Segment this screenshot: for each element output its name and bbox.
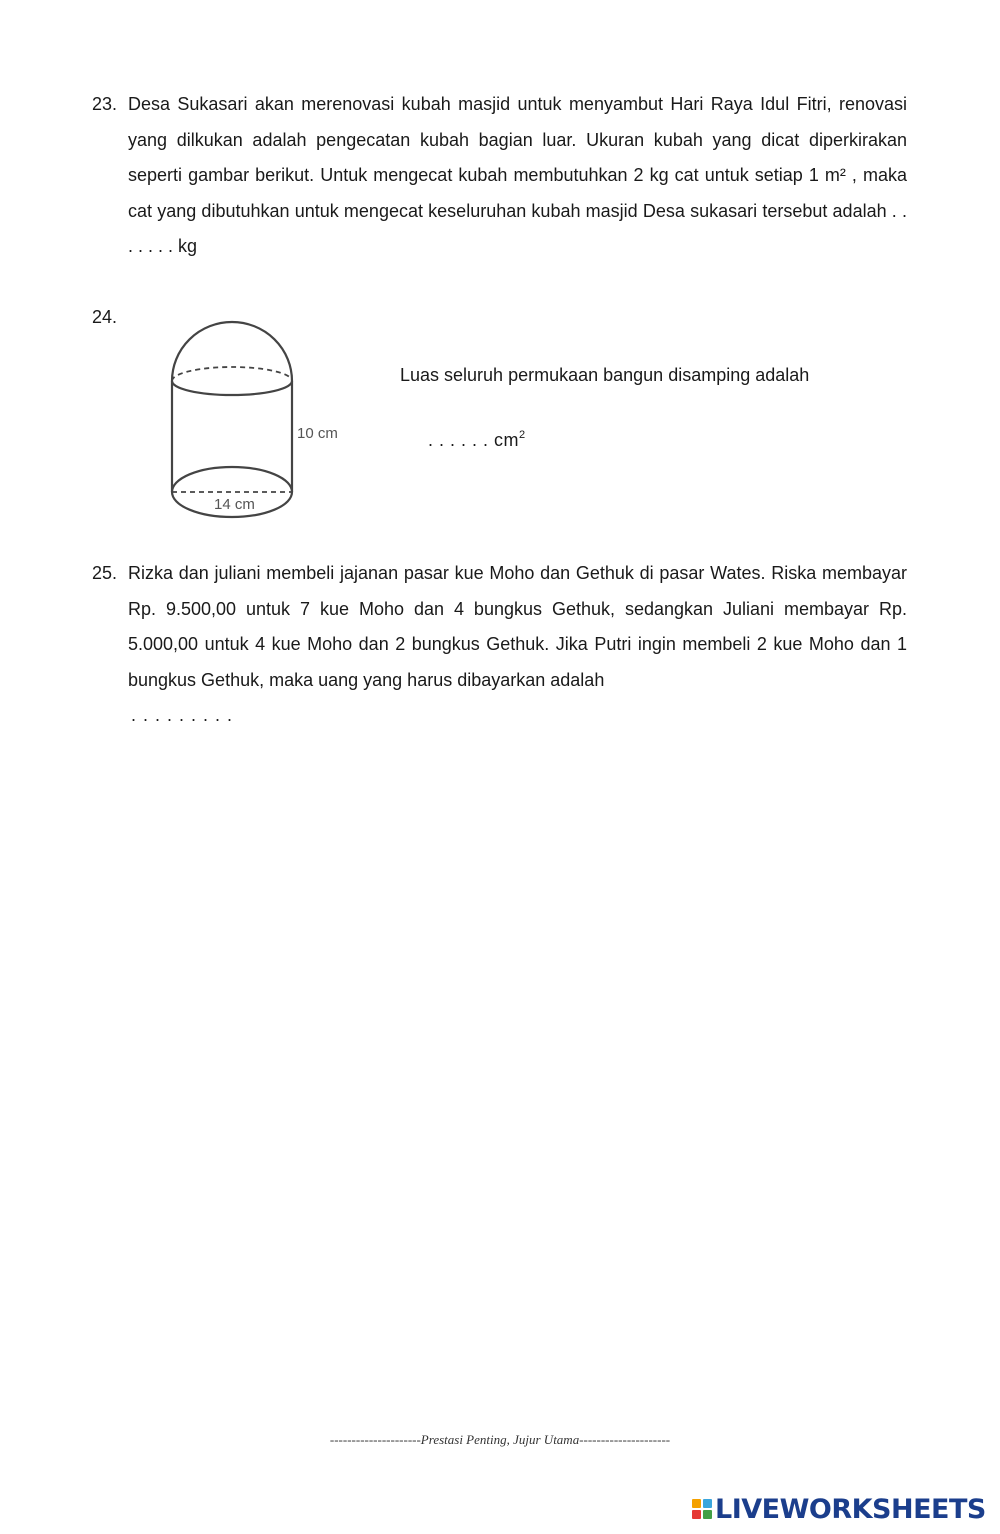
question-24-text: Luas seluruh permukaan bangun disamping adalah bbox=[400, 365, 810, 385]
liveworksheets-logo bbox=[692, 1494, 986, 1524]
logo-text: LIVEWORKSHEETS bbox=[715, 1493, 986, 1525]
answer-exponent: 2 bbox=[519, 429, 526, 441]
question-number: 23. bbox=[92, 94, 118, 114]
question-body: Rizka dan juliani membeli jajanan pasar kue Moho dan Gethuk di pasar Wates. Riska membayar Rp. 9.500,00 untuk 7 kue Moho dan 4 bungkus Gethuk, sedangkan Juliani membayar Rp. 5.000,00 untuk 4 kue Moho dan 2 bungkus Gethuk. Jika Putri ingin membeli 2 kue Moho dan 1 bungkus Gethuk, maka uang yang harus dibayarkan adalah bbox=[128, 563, 907, 690]
height-label: 10 cm bbox=[297, 425, 338, 442]
top-ellipse-back bbox=[172, 367, 292, 381]
question-24-answer bbox=[428, 418, 525, 458]
answer-blank: . . . . . . . . . bbox=[131, 705, 234, 725]
diameter-label: 14 cm bbox=[214, 496, 255, 513]
question-text bbox=[128, 556, 907, 734]
logo-grid-icon bbox=[692, 1499, 712, 1519]
footer-motto: ---------------------Prestasi Penting, Jujur Utama--------------------- bbox=[329, 1432, 671, 1447]
dome-arc bbox=[172, 322, 292, 381]
question-number: 25. bbox=[92, 563, 118, 583]
top-ellipse-front bbox=[172, 381, 292, 395]
question-23 bbox=[92, 87, 907, 265]
question-25 bbox=[92, 556, 907, 734]
cylinder-hemisphere-figure bbox=[160, 312, 360, 522]
answer-blank: . . . . . . cm bbox=[428, 430, 520, 450]
question-24-number: 24. bbox=[92, 307, 118, 327]
question-text: Desa Sukasari akan merenovasi kubah masjid untuk menyambut Hari Raya Idul Fitri, renovasi yang dilkukan adalah pengecatan kubah bagian luar. Ukuran kubah yang dicat diperkirakan seperti gambar berikut. Untuk mengecat kubah membutuhkan 2 kg cat untuk setiap 1 m² , maka cat yang dibutuhkan untuk mengecat keseluruhan kubah masjid Desa sukasari tersebut adalah . . . . . . . kg bbox=[128, 94, 907, 256]
bottom-ellipse-back bbox=[172, 467, 292, 492]
